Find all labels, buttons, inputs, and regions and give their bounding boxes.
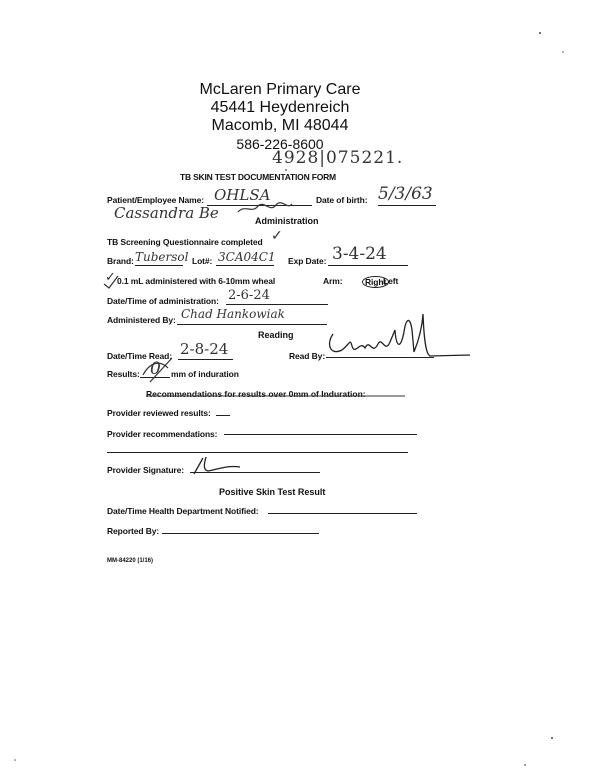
provider-recommendations-line xyxy=(224,434,417,435)
provider-signature-label: Provider Signature: xyxy=(107,465,184,475)
read-datetime-label: Date/Time Read: xyxy=(107,351,172,361)
administered-by-label: Administered By: xyxy=(107,315,176,325)
exp-date-line xyxy=(328,265,408,266)
patient-first-name: Cassandra Be xyxy=(114,204,219,222)
provider-signature-line xyxy=(190,472,320,473)
patient-name-label: Patient/Employee Name: xyxy=(107,195,204,205)
administered-by-line xyxy=(177,324,327,325)
form-title: TB SKIN TEST DOCUMENTATION FORM xyxy=(180,172,336,182)
brand-label: Brand: xyxy=(107,256,134,266)
dose-check: ✓ xyxy=(105,270,116,285)
dose-label: 0.1 mL administered with 6-10mm wheal xyxy=(117,276,276,286)
dob-value: 5/3/63 xyxy=(378,184,433,204)
provider-recommendations-line-2 xyxy=(107,452,408,453)
dob-line xyxy=(378,205,436,206)
provider-reviewed-line xyxy=(216,415,230,416)
lot-line xyxy=(216,265,274,266)
health-dept-notified-label: Date/Time Health Department Notified: xyxy=(107,506,259,516)
arm-left: Left xyxy=(383,276,399,286)
brand-value: Tubersol xyxy=(135,250,189,264)
admin-datetime-value: 2-6-24 xyxy=(228,288,270,303)
read-datetime-value: 2-8-24 xyxy=(180,340,229,358)
positive-result-heading: Positive Skin Test Result xyxy=(219,487,326,497)
handwritten-record-number: 4928|075221. xyxy=(272,148,404,168)
clinic-phone: 586-226-8600 xyxy=(236,136,324,152)
arm-right-circled: Right xyxy=(362,276,389,288)
patient-last-name: OHLSA xyxy=(214,186,271,204)
read-datetime-line xyxy=(178,359,233,360)
administration-heading: Administration xyxy=(255,216,319,226)
exp-date-label: Exp Date: xyxy=(288,256,327,266)
form-code: MM-84220 (1/16) xyxy=(107,558,154,564)
clinic-street: 45441 Heydenreich xyxy=(210,99,350,116)
reported-by-line xyxy=(162,533,319,534)
exp-date-value: 3-4-24 xyxy=(332,244,387,264)
admin-datetime-line xyxy=(226,304,328,305)
provider-recommendations-label: Provider recommendations: xyxy=(107,429,218,439)
reading-heading: Reading xyxy=(258,330,294,340)
dob-label: Date of birth: xyxy=(316,195,368,205)
arm-label: Arm: xyxy=(323,276,343,286)
results-value: 0 xyxy=(150,359,161,379)
lot-value: 3CA04C1 xyxy=(218,250,276,264)
provider-reviewed-label: Provider reviewed results: xyxy=(107,408,211,418)
health-dept-notified-line xyxy=(268,513,417,514)
recommendations-heading: Recommendations for results over 0mm of Induration: xyxy=(146,389,366,399)
lot-label: Lot#: xyxy=(192,256,213,266)
reported-by-label: Reported By: xyxy=(107,526,160,536)
clinic-name: McLaren Primary Care xyxy=(199,81,361,98)
results-unit: mm of induration xyxy=(171,369,239,379)
screening-label: TB Screening Questionnaire completed xyxy=(107,237,263,247)
patient-name-line xyxy=(207,205,312,206)
reader-signature xyxy=(330,314,470,356)
results-label: Results: xyxy=(107,369,140,379)
read-by-line xyxy=(326,357,434,358)
admin-datetime-label: Date/Time of administration: xyxy=(107,296,219,306)
brand-line xyxy=(135,265,183,266)
read-by-label: Read By: xyxy=(289,351,326,361)
clinic-city: Macomb, MI 48044 xyxy=(211,117,349,134)
administered-by-value: Chad Hankowiak xyxy=(181,307,285,321)
screening-check: ✓ xyxy=(271,228,283,244)
